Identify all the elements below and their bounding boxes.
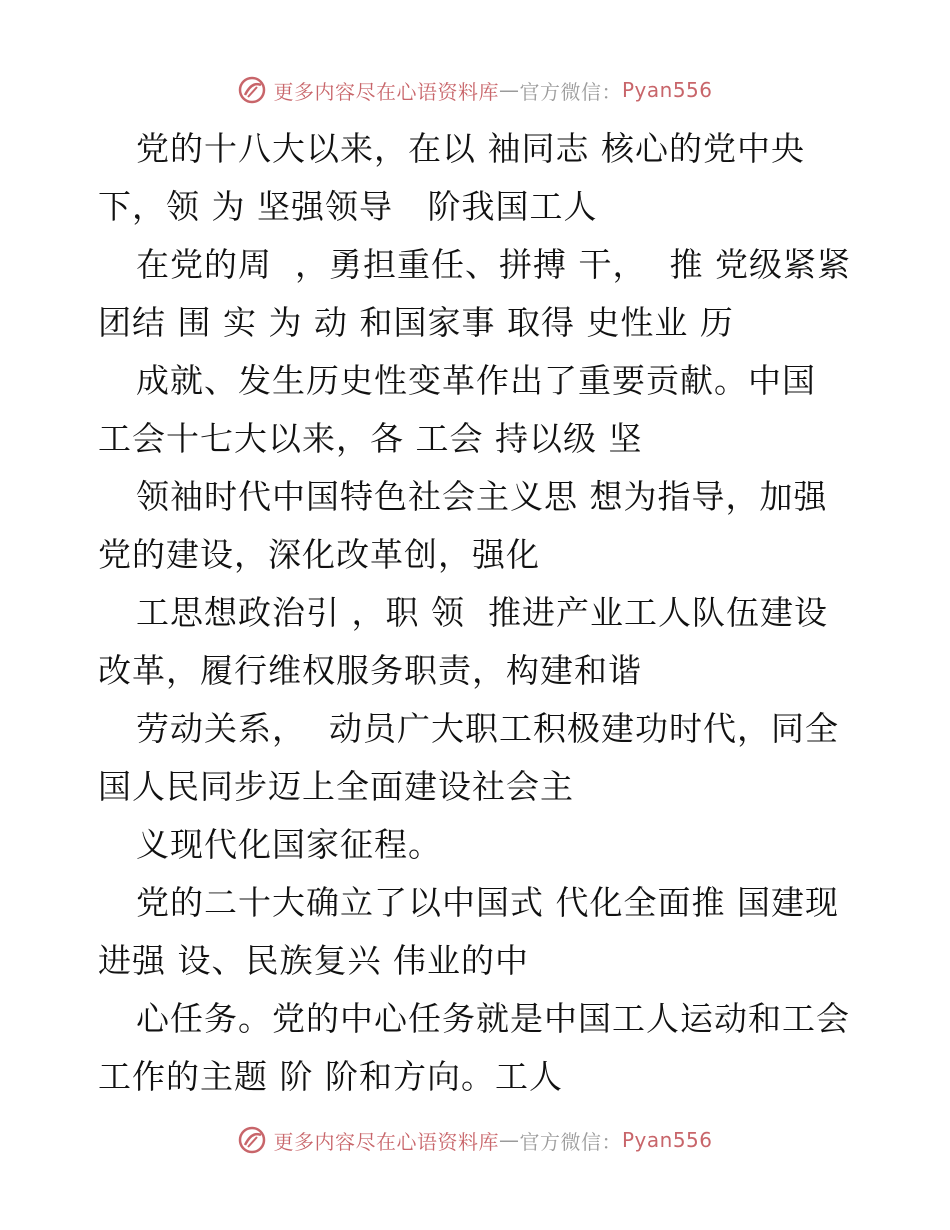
text-line: 工思想政治引 ，职 领 推进产业工人队伍建设 xyxy=(136,593,828,632)
watermark-official: 官方微信： xyxy=(519,1129,622,1154)
text-line: 心任务。党的中心任务就是中国工人运动和工会 xyxy=(136,999,850,1038)
text-line: 改革，履行维权服务职责，构建和谐 xyxy=(98,651,642,690)
watermark-sep: — xyxy=(498,1128,520,1152)
text-line: 工作的主题 阶 阶和方向。工人 xyxy=(98,1057,563,1096)
text-line: 团结 围 实 为 动 和国家事 取得 史性业 历 xyxy=(98,303,734,342)
text-line: 党的十八大以来，在以 袖同志 核心的党中央 xyxy=(136,129,805,168)
text-line: 下，领 为 坚强领导 阶我国工人 xyxy=(98,187,598,226)
watermark-sep: — xyxy=(498,78,520,102)
header-watermark xyxy=(0,70,950,110)
text-line: 进强 设、民族复兴 伟业的中 xyxy=(98,941,529,980)
text-line: 义现代化国家征程。 xyxy=(136,825,442,864)
watermark-main: 更多内容尽在心语资料库 xyxy=(273,1129,499,1154)
text-line: 国人民同步迈上全面建设社会主 xyxy=(98,767,574,806)
watermark-official: 官方微信： xyxy=(519,79,622,104)
text-line: 党的建设，深化改革创，强化 xyxy=(98,535,540,574)
text-line: 领袖时代中国特色社会主义思 想为指导，加强 xyxy=(136,477,828,516)
watermark-main: 更多内容尽在心语资料库 xyxy=(273,79,499,104)
watermark-id: Pyan556 xyxy=(621,78,713,102)
text-line: 成就、发生历史性变革作出了重要贡献。中国 xyxy=(136,361,816,400)
document-body xyxy=(98,120,868,1106)
logo-icon xyxy=(237,1125,267,1155)
text-line: 在党的周 ，勇担重任、拼搏 干， 推 党级紧紧 xyxy=(136,245,851,284)
text-line: 劳动关系， 动员广大职工积极建功时代，同全 xyxy=(136,709,839,748)
logo-icon xyxy=(237,75,267,105)
footer-watermark xyxy=(0,1120,950,1160)
text-line: 工会十七大以来，各 工会 持以级 坚 xyxy=(98,419,643,458)
watermark-id: Pyan556 xyxy=(621,1128,713,1152)
text-line: 党的二十大确立了以中国式 代化全面推 国建现 xyxy=(136,883,839,922)
